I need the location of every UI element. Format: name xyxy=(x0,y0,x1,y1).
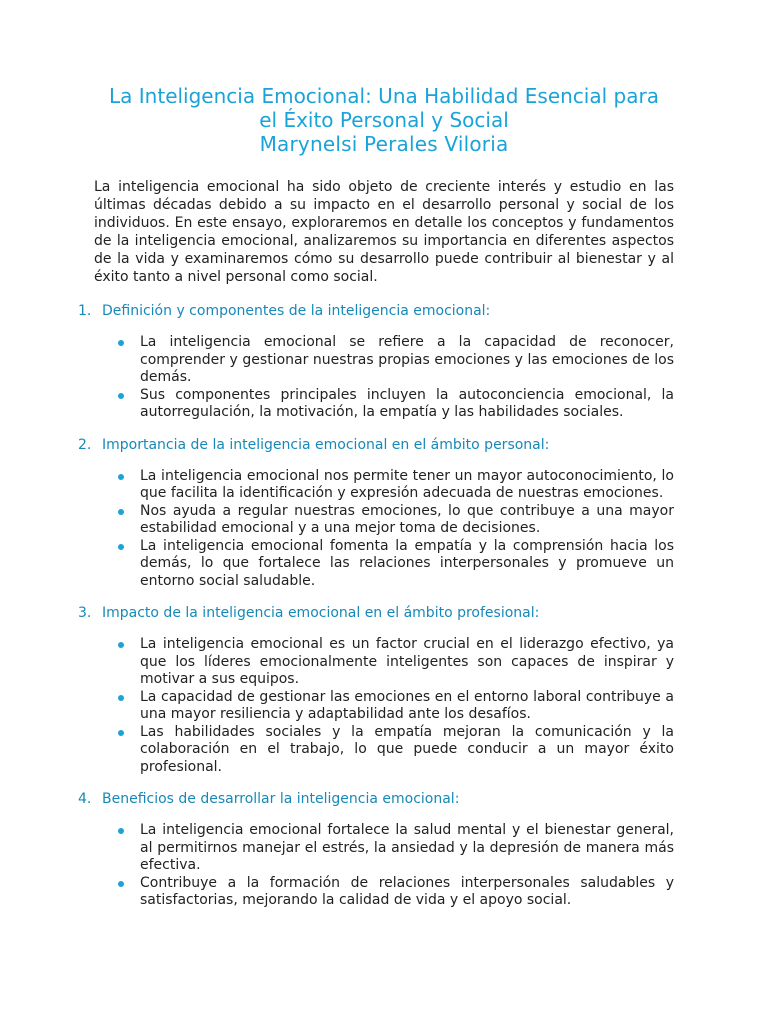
author-name: Marynelsi Perales Viloria xyxy=(259,132,509,156)
bullet-item: La inteligencia emocional se refiere a la capacidad de reconocer, comprender y gestionar nuestras propias emociones y las emociones de los demás. xyxy=(140,334,674,385)
section-heading xyxy=(78,604,674,622)
bullet-item: Contribuye a la formación de relaciones interpersonales saludables y satisfactorias, mejorando la calidad de vida y el apoyo social. xyxy=(140,874,674,908)
section-heading-text: Definición y componentes de la inteligencia emocional: xyxy=(102,303,491,319)
bullet-list xyxy=(94,334,674,422)
section-heading-text: Beneficios de desarrollar la inteligencia emocional: xyxy=(102,791,460,807)
section-heading xyxy=(78,790,674,808)
sections-container xyxy=(78,302,674,910)
section-3 xyxy=(78,604,674,776)
bullet-item: Sus componentes principales incluyen la autoconciencia emocional, la autorregulación, la motivación, la empatía y las habilidades sociales. xyxy=(140,386,674,420)
section-heading xyxy=(78,436,674,454)
bullet-item: La capacidad de gestionar las emociones en el entorno laboral contribuye a una mayor resiliencia y adaptabilidad ante los desafíos. xyxy=(140,688,674,722)
intro-paragraph: La inteligencia emocional ha sido objeto de creciente interés y estudio en las últimas décadas debido a su impacto en el desarrollo personal y social de los individuos. En este ensayo, exploraremos en detalle los conceptos y fundamentos de la inteligencia emocional, analizaremos su importancia en diferentes aspectos de la vida y examinaremos cómo su desarrollo puede contribuir al bienestar y al éxito tanto a nivel personal como social. xyxy=(94,179,674,285)
section-4 xyxy=(78,790,674,910)
bullet-item: La inteligencia emocional fortalece la salud mental y el bienestar general, al permitirnos manejar el estrés, la ansiedad y la depresión de manera más efectiva. xyxy=(140,822,674,873)
bullet-item: La inteligencia emocional fomenta la empatía y la comprensión hacia los demás, lo que fortalece las relaciones interpersonales y promueve un entorno social saludable. xyxy=(140,537,674,589)
title-line-2: el Éxito Personal y Social xyxy=(259,108,509,132)
document-title xyxy=(94,84,674,132)
section-heading-text: Impacto de la inteligencia emocional en el ámbito profesional: xyxy=(102,605,540,621)
section-1 xyxy=(78,302,674,422)
section-heading xyxy=(78,302,674,320)
bullet-item: Nos ayuda a regular nuestras emociones, lo que contribuye a una mayor estabilidad emocional y a una mejor toma de decisiones. xyxy=(140,502,674,536)
section-number: 1. xyxy=(78,303,92,319)
bullet-item: La inteligencia emocional nos permite tener un mayor autoconocimiento, lo que facilita la identificación y expresión adecuada de nuestras emociones. xyxy=(140,467,674,501)
section-number: 2. xyxy=(78,436,92,453)
section-2 xyxy=(78,436,674,591)
section-number: 3. xyxy=(78,605,92,621)
bullet-list xyxy=(94,822,674,910)
section-number: 4. xyxy=(78,791,92,807)
title-line-1: La Inteligencia Emocional: Una Habilidad Esencial para xyxy=(109,84,659,108)
bullet-item: Las habilidades sociales y la empatía mejoran la comunicación y la colaboración en el trabajo, lo que puede conducir a un mayor éxito profesional. xyxy=(140,723,674,775)
section-heading-text: Importancia de la inteligencia emocional en el ámbito personal: xyxy=(102,436,550,453)
bullet-item: La inteligencia emocional es un factor crucial en el liderazgo efectivo, ya que los líderes emocionalmente inteligentes son capaces de inspirar y motivar a sus equipos. xyxy=(140,636,674,687)
bullet-list xyxy=(94,468,674,591)
bullet-list xyxy=(94,636,674,776)
